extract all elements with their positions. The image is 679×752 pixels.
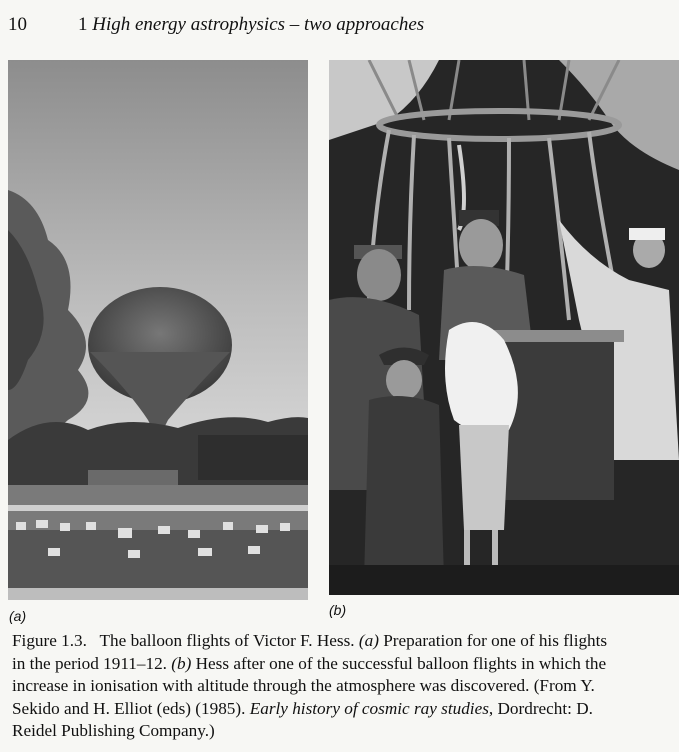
caption-line-3: increase in ionisation with altitude through the atmosphere was discovered. (From Y.	[12, 676, 595, 695]
photo-hess-basket-image	[329, 60, 679, 595]
caption-line-5: Reidel Publishing Company.)	[12, 721, 215, 740]
figure-label: Figure 1.3.	[12, 631, 87, 650]
panel-label-a: (a)	[9, 608, 27, 624]
running-head	[78, 14, 424, 36]
chapter-number: 1	[78, 14, 88, 35]
chapter-title: High energy astrophysics – two approaches	[92, 14, 425, 35]
book-title: Early history of cosmic ray studies	[249, 698, 489, 718]
caption-line-1: Figure 1.3. The balloon flights of Victor F. Hess. (a) Preparation for one of his flights	[12, 631, 608, 650]
caption-line-4: Sekido and H. Elliot (eds) (1985). Early history of cosmic ray studies, Dordrecht: D.	[12, 698, 593, 718]
photo-balloon-launch	[8, 60, 308, 600]
figure-caption	[12, 630, 679, 743]
page-header	[8, 14, 671, 38]
photo-balloon-launch-image	[8, 60, 308, 600]
panel-label-b: (b)	[329, 602, 347, 618]
caption-line-2: in the period 1911–12. (b) Hess after one of the successful balloon flights in which the	[12, 653, 607, 673]
photo-hess-basket	[329, 60, 679, 595]
page-number: 10	[8, 14, 27, 35]
